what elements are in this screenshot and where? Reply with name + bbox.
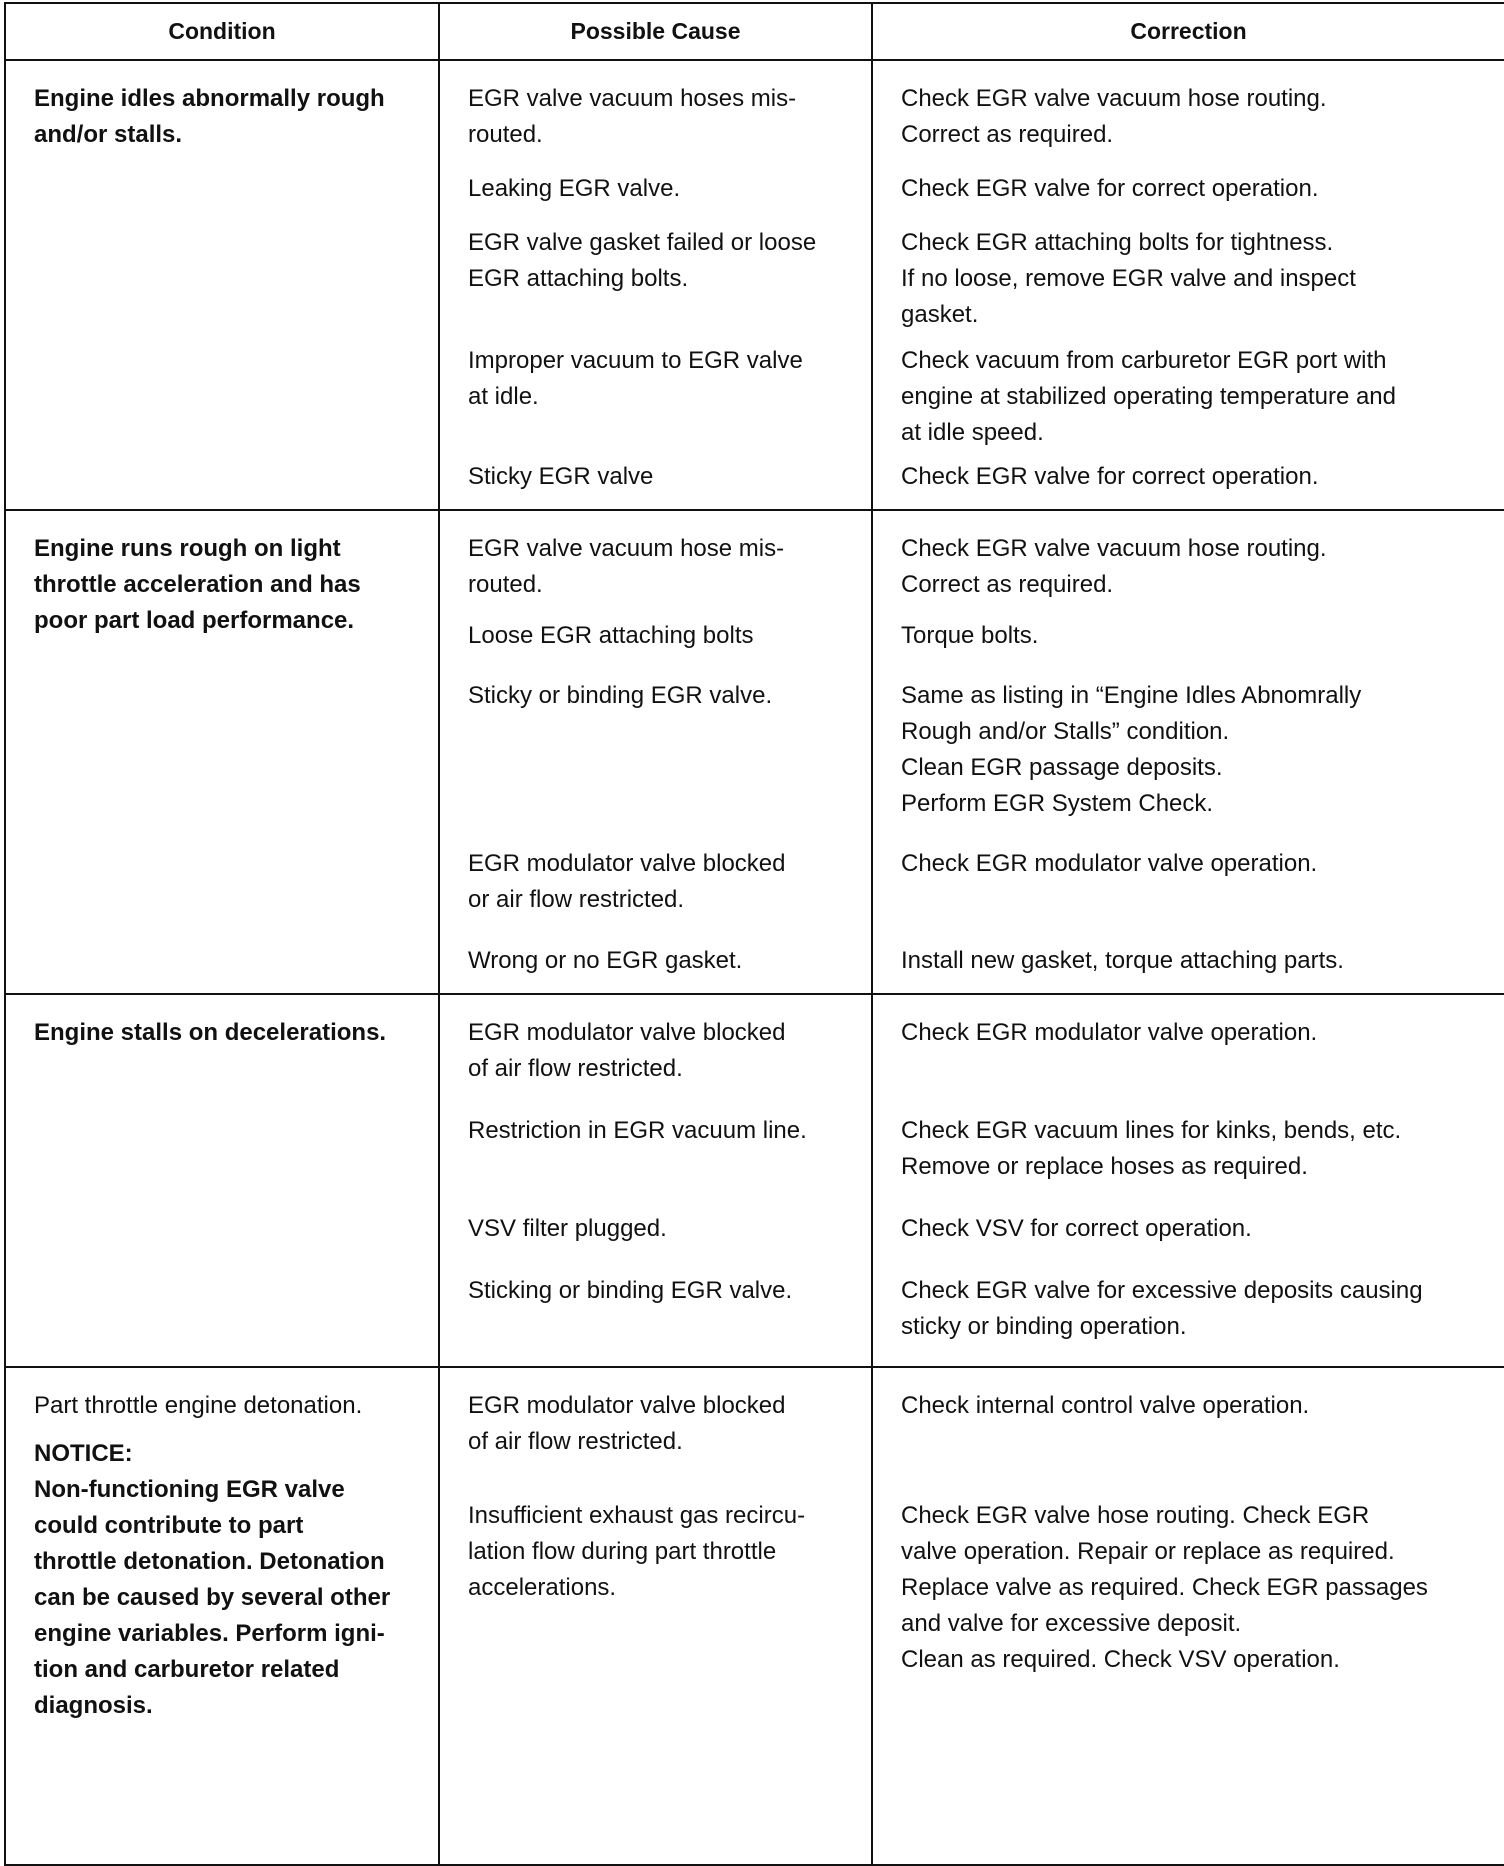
cause-text: Sticking or binding EGR valve. [468,1277,793,1304]
correction-text: Check EGR valve for correct operation. [901,175,1319,202]
correction-text: Same as listing in “Engine Idles Abnomrally Rough and/or Stalls” condition. Clean EGR passage deposits. Perform EGR System Check. [901,682,1362,817]
notice-label: NOTICE: [34,1440,133,1467]
cause-text: EGR modulator valve blocked of air flow restricted. [468,1392,786,1455]
cause-cell [439,994,872,1367]
correction-text: Torque bolts. [901,622,1039,649]
correction-text: Check EGR valve for correct operation. [901,463,1319,490]
header-row [5,3,1504,60]
correction-text: Check EGR modulator valve operation. [901,850,1318,877]
table-row [5,1367,1504,1865]
header-possible-cause: Possible Cause [439,3,872,60]
condition-cell [5,60,439,510]
condition-cell [5,510,439,994]
cause-text: Sticky or binding EGR valve. [468,682,773,709]
correction-text: Check EGR valve vacuum hose routing. Correct as required. [901,85,1327,148]
cause-text: EGR valve gasket failed or loose EGR attaching bolts. [468,229,817,292]
correction-text: Check EGR valve for excessive deposits causing sticky or binding operation. [901,1277,1423,1340]
condition-text: Engine idles abnormally rough and/or stalls. [34,85,385,148]
correction-cell [872,1367,1504,1865]
correction-text: Check EGR attaching bolts for tightness. If no loose, remove EGR valve and inspect gasket. [901,229,1356,328]
correction-cell [872,994,1504,1367]
cause-text: Wrong or no EGR gasket. [468,947,743,974]
correction-cell [872,510,1504,994]
table-row [5,60,1504,510]
correction-text: Check EGR modulator valve operation. [901,1019,1318,1046]
cause-text: Loose EGR attaching bolts [468,622,754,649]
cause-cell [439,1367,872,1865]
correction-text: Check EGR vacuum lines for kinks, bends, etc. Remove or replace hoses as required. [901,1117,1402,1180]
condition-text: Engine runs rough on light throttle acceleration and has poor part load performance. [34,535,361,634]
cause-text: Sticky EGR valve [468,463,654,490]
correction-text: Check internal control valve operation. [901,1392,1310,1419]
correction-text: Install new gasket, torque attaching parts. [901,947,1344,974]
cause-text: EGR valve vacuum hoses mis- routed. [468,85,797,148]
notice-text: Non-functioning EGR valve could contribute to part throttle detonation. Detonation can be caused by several other engine variables. Perform igni- tion and carburetor related diagnosis. [34,1476,391,1719]
table-row [5,994,1504,1367]
correction-text: Check vacuum from carburetor EGR port with engine at stabilized operating temperature and at idle speed. [901,347,1396,446]
cause-text: Restriction in EGR vacuum line. [468,1117,807,1144]
table-row [5,510,1504,994]
condition-text: Engine stalls on decelerations. [34,1019,387,1046]
cause-text: Improper vacuum to EGR valve at idle. [468,347,803,410]
condition-cell [5,994,439,1367]
condition-text: Part throttle engine detonation. [34,1392,363,1419]
cause-text: EGR modulator valve blocked of air flow restricted. [468,1019,786,1082]
cause-text: EGR modulator valve blocked or air flow restricted. [468,850,786,913]
correction-text: Check VSV for correct operation. [901,1215,1252,1242]
correction-text: Check EGR valve hose routing. Check EGR valve operation. Repair or replace as required. Replace valve as required. Check EGR passages and valve for excessive deposit. Clean as required. Check VSV operation. [901,1502,1428,1673]
cause-cell [439,510,872,994]
header-correction: Correction [872,3,1504,60]
condition-cell [5,1367,439,1865]
correction-cell [872,60,1504,510]
header-condition: Condition [5,3,439,60]
cause-text: VSV filter plugged. [468,1215,667,1242]
cause-text: EGR valve vacuum hose mis- routed. [468,535,785,598]
cause-cell [439,60,872,510]
diagnosis-table [4,2,1504,1866]
cause-text: Insufficient exhaust gas recircu- lation flow during part throttle accelerations. [468,1502,806,1601]
correction-text: Check EGR valve vacuum hose routing. Correct as required. [901,535,1327,598]
cause-text: Leaking EGR valve. [468,175,681,202]
